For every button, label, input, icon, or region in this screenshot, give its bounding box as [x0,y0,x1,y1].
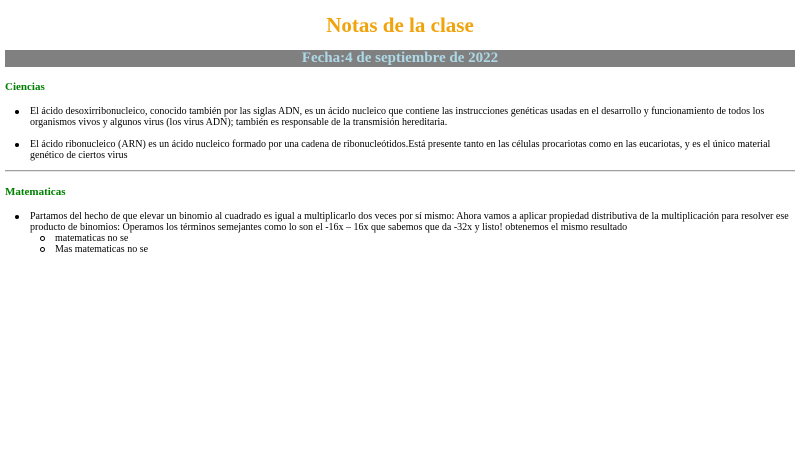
sublist-item: Mas matematicas no se [55,244,795,255]
page-title: Notas de la clase [326,13,474,37]
matematicas-list [5,199,795,255]
date-bar: Fecha:4 de septiembre de 2022 [5,50,795,67]
section-heading-ciencias: Ciencias [5,81,45,93]
ciencias-list [5,94,795,161]
matematicas-sublist [30,233,795,255]
list-item: El ácido desoxirribonucleico, conocido también por las siglas ADN, es un ácido nucleico que contiene las instrucciones genéticas usadas en el desarrollo y funcionamiento de todos los organismos vivos y algunos virus (los virus ADN); también es responsable de la transmisión hereditaria. [30,106,795,128]
list-item-text: Partamos del hecho de que elevar un binomio al cuadrado es igual a multiplicarlo dos veces por sí mismo: Ahora vamos a aplicar propiedad distributiva de la multiplicación para resolver ese producto de binomios: Operamos los términos semejantes como lo son el -16x – 16x que sabemos que da -32x y listo! obtenemos el mismo resultado [30,211,789,233]
sublist-item: matematicas no se [55,233,795,244]
list-item: El ácido ribonucleico (ARN) es un ácido nucleico formado por una cadena de ribonucleótidos.Está presente tanto en las células procariotas como en las eucariotas, y es el único material genético de ciertos virus [30,139,795,161]
section-heading-matematicas: Matematicas [5,186,66,198]
list-item [30,211,795,255]
